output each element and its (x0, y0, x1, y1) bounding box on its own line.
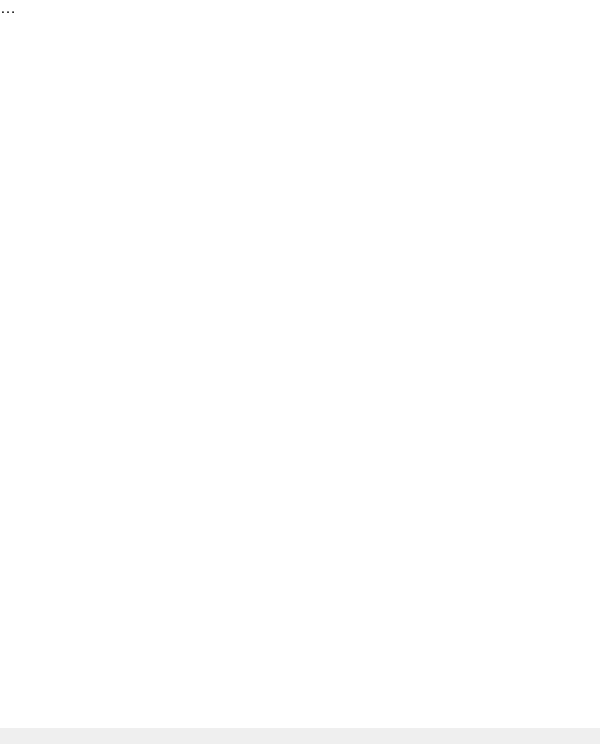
lab-result-sheet: … (0, 0, 600, 728)
